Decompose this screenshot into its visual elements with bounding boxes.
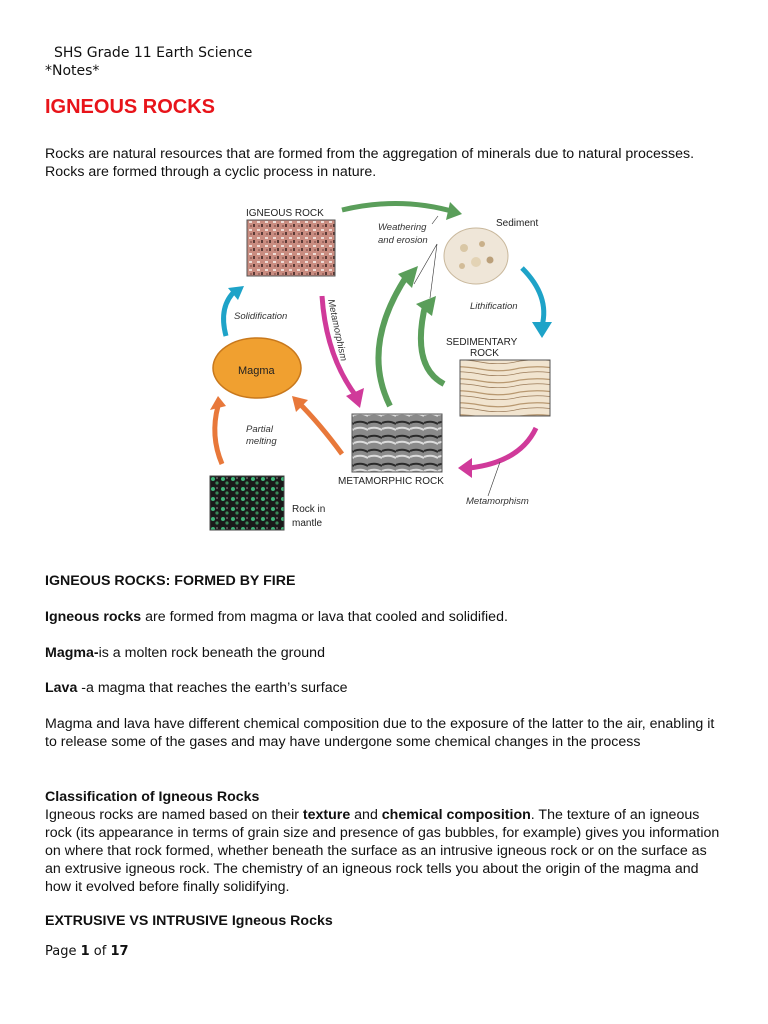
weathering-label-2: and erosion: [378, 235, 428, 246]
metamorphism-bottom-label: Metamorphism: [466, 496, 529, 507]
class-bold-chemical: chemical composition: [381, 807, 531, 823]
classification-paragraph: [45, 806, 725, 896]
magma-def: is a molten rock beneath the ground: [98, 645, 325, 661]
metamorphic-rock-label: METAMORPHIC ROCK: [338, 476, 444, 487]
lava-term: Lava: [45, 680, 78, 696]
arrow-uplift-outer: [378, 274, 408, 406]
class-text-1: Igneous rocks are named based on their: [45, 807, 303, 823]
sediment-image: [444, 228, 508, 284]
intro-paragraph: Rocks are natural resources that are formed from the aggregation of minerals due to natural processes. Rocks are formed through a cyclic process in nature.: [45, 146, 695, 180]
igneous-term: Igneous rocks: [45, 609, 142, 625]
arrow-metamorphism-right: [470, 428, 536, 468]
footer-of-word: of: [89, 944, 111, 959]
arrow-lithification-head: [532, 322, 552, 338]
mantle-label-1: Rock in: [292, 504, 326, 515]
partial-melting-label-1: Partial: [246, 424, 273, 435]
lava-definition: [45, 679, 348, 697]
footer-page-word: Page: [45, 944, 81, 959]
arrow-partial-melting-right: [298, 402, 342, 454]
class-bold-texture: texture: [302, 807, 351, 823]
course-header: SHS Grade 11 Earth Science: [54, 45, 253, 61]
igneous-rock-label: IGNEOUS ROCK: [246, 208, 324, 219]
metamorphic-rock-image: [352, 414, 442, 472]
sedimentary-label-2: ROCK: [470, 348, 499, 359]
arrow-lithification: [522, 268, 544, 326]
arrow-metamorphism-right-head: [458, 458, 472, 478]
section-heading-formed-by-fire: IGNEOUS ROCKS: FORMED BY FIRE: [45, 573, 296, 589]
mantle-rock-image: [210, 476, 284, 530]
weathering-label-1: Weathering: [378, 222, 427, 233]
arrow-partial-melting-left-head: [210, 396, 226, 410]
section-heading-classification: Classification of Igneous Rocks: [45, 789, 260, 805]
footer-page-total: 17: [110, 944, 129, 959]
solidification-label: Solidification: [234, 311, 288, 322]
partial-melting-label-2: melting: [246, 436, 277, 447]
mantle-label-2: mantle: [292, 518, 323, 529]
notes-tag: *Notes*: [45, 63, 100, 79]
section-heading-extrusive-intrusive: EXTRUSIVE VS INTRUSIVE Igneous Rocks: [45, 913, 333, 929]
sedimentary-label-1: SEDIMENTARY: [446, 337, 518, 348]
class-text-3: . The texture of an igneous rock (its appearance in terms of grain size and presence of gas bubbles, for example) gives you information on where that rock formed, whether beneath the surface as an intrusive igneous rock or on the surface as an extrusive igneous rock. The chemistry of an igneous rock tells you about the origin of the magma and how it evolved before finally solidifying.: [45, 807, 720, 895]
magma-term: Magma-: [45, 645, 99, 661]
composition-paragraph: Magma and lava have different chemical composition due to the exposure of the latter to the air, enabling it to release some of the gases and may have undergone some chemical changes in the process: [45, 716, 715, 750]
arrow-uplift-inner: [421, 302, 444, 384]
page-footer: [45, 944, 129, 959]
rock-cycle-diagram: [200, 196, 560, 536]
footer-page-number: 1: [80, 944, 90, 959]
magma-definition: [45, 644, 325, 662]
page-title: IGNEOUS ROCKS: [45, 96, 216, 118]
igneous-def: are formed from magma or lava that cooled and solidified.: [141, 609, 508, 625]
igneous-definition: [45, 608, 508, 626]
sedimentary-rock-image: [460, 360, 550, 416]
arrow-weathering: [342, 203, 455, 212]
class-text-2: and: [350, 807, 382, 823]
igneous-rock-image: [247, 220, 335, 276]
metamorphism-vertical-label: Metamorphism: [325, 298, 349, 363]
magma-label: Magma: [238, 365, 275, 377]
arrow-weathering-head: [446, 202, 462, 220]
lithification-label: Lithification: [470, 301, 518, 312]
arrow-partial-melting-left: [215, 406, 222, 464]
lava-def: -a magma that reaches the earth’s surface: [77, 680, 348, 696]
sediment-label: Sediment: [496, 218, 539, 229]
